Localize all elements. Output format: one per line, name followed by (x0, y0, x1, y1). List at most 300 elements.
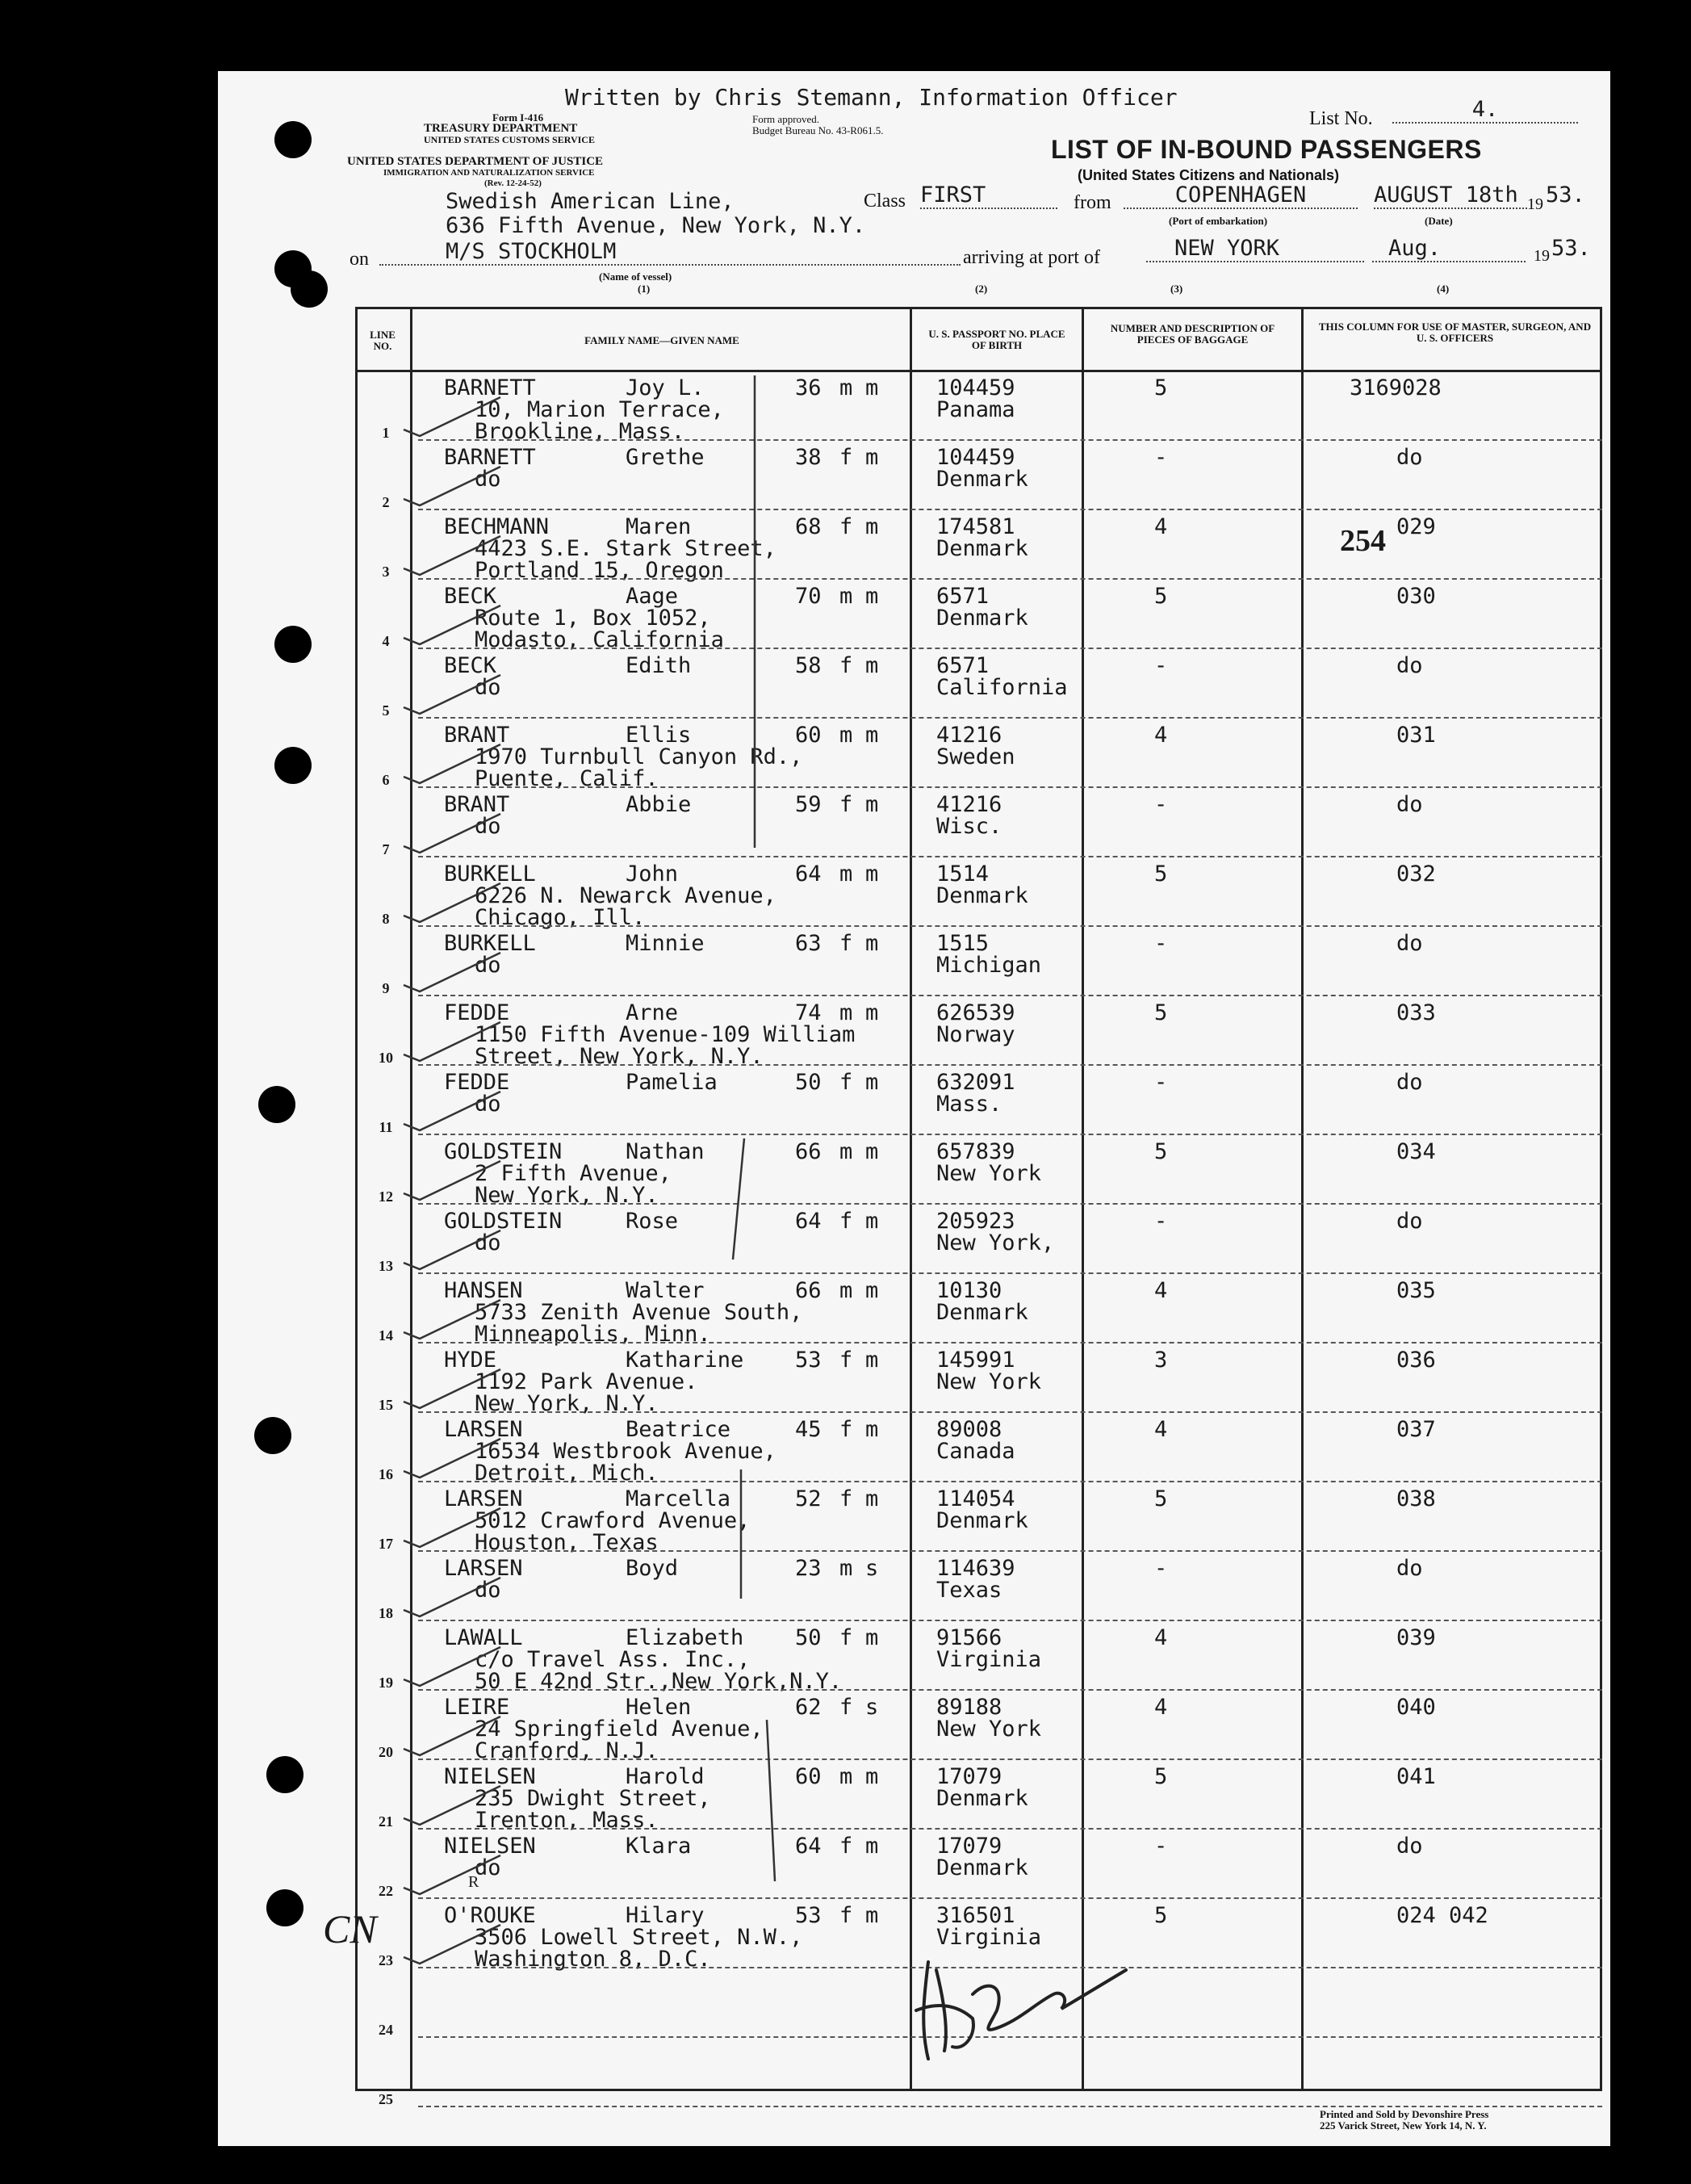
age: 58 (795, 653, 822, 678)
passport-number: 114639 (936, 1556, 1015, 1581)
sex: f (839, 1417, 853, 1442)
sex: f (839, 1625, 853, 1650)
address-line1: 235 Dwight Street, (475, 1786, 711, 1811)
sex: f (839, 1209, 853, 1234)
marital-status: m (865, 1834, 879, 1859)
passport-number: 6571 (936, 584, 990, 609)
given-name: Minnie (626, 931, 705, 956)
age: 64 (795, 861, 822, 887)
col-num-1: (1) (638, 283, 651, 295)
address-line1: 2 Fifth Avenue, (475, 1161, 672, 1186)
baggage-count: - (1154, 1834, 1168, 1859)
age: 70 (795, 584, 822, 609)
rev-date: (Rev. 12-24-52) (484, 178, 542, 188)
sex: m (839, 1556, 853, 1581)
company-line1: Swedish American Line, (446, 189, 735, 214)
baggage-count: 4 (1154, 514, 1168, 539)
sex: f (839, 1695, 853, 1720)
line-number: 8 (382, 911, 390, 927)
sex: f (839, 1348, 853, 1373)
col-header-baggage: NUMBER AND DESCRIPTION OF PIECES OF BAGGAGE (1110, 322, 1275, 346)
passport-number: 657839 (936, 1139, 1015, 1164)
line-number: 16 (379, 1466, 393, 1482)
address-line1: do (475, 814, 501, 839)
family-name: FEDDE (444, 1000, 510, 1025)
year-value: 53. (1546, 182, 1585, 208)
address-line1: do (475, 1578, 501, 1603)
baggage-count: 5 (1154, 1000, 1168, 1025)
given-name: Marcella (626, 1486, 731, 1511)
birthplace: Virginia (936, 1647, 1042, 1672)
pen-check-mark (404, 397, 500, 436)
page-subtitle: (United States Citizens and Nationals) (1078, 167, 1340, 183)
family-name: BRANT (444, 792, 510, 817)
baggage-count: 5 (1154, 1486, 1168, 1511)
age: 45 (795, 1417, 822, 1442)
birthplace: Denmark (936, 467, 1028, 492)
sex: m (839, 1764, 853, 1789)
marital-status: m (865, 861, 879, 887)
address-line1: 16534 Westbrook Avenue, (475, 1439, 776, 1464)
birthplace: Michigan (936, 953, 1042, 978)
passport-number: 316501 (936, 1903, 1015, 1928)
passport-number: 17079 (936, 1764, 1002, 1789)
marital-status: s (865, 1695, 879, 1720)
officer-notes: 040 (1396, 1695, 1436, 1720)
line-number: 13 (379, 1258, 393, 1274)
budget-bureau: Budget Bureau No. 43-R061.5. (752, 124, 884, 136)
pen-check-mark (404, 744, 500, 783)
marital-status: m (865, 1625, 879, 1650)
marital-status: m (865, 1764, 879, 1789)
age: 50 (795, 1625, 822, 1650)
family-name: O'ROUKE (444, 1903, 536, 1928)
passport-number: 174581 (936, 514, 1015, 539)
sex: f (839, 445, 853, 470)
line-number: 12 (379, 1188, 393, 1205)
form-approved: Form approved. (752, 113, 820, 125)
given-name: Ellis (626, 723, 692, 748)
form-number: Form I-416 (492, 111, 544, 124)
age: 60 (795, 1764, 822, 1789)
given-name: Boyd (626, 1556, 679, 1581)
line-number: 14 (379, 1327, 393, 1344)
age: 23 (795, 1556, 822, 1581)
line-number: 9 (382, 980, 390, 996)
marital-status: m (865, 1209, 879, 1234)
given-name: Pamelia (626, 1070, 718, 1095)
age: 66 (795, 1278, 822, 1303)
given-name: Harold (626, 1764, 705, 1789)
passport-number: 114054 (936, 1486, 1015, 1511)
baggage-count: - (1154, 445, 1168, 470)
marital-status: m (865, 1139, 879, 1164)
baggage-count: 3 (1154, 1348, 1168, 1373)
pen-check-mark (404, 1022, 500, 1061)
pen-check-mark (404, 1925, 500, 1964)
birthplace: Panama (936, 397, 1015, 422)
year-prefix: 19 (1527, 195, 1543, 213)
address-line1: 5012 Crawford Avenue, (475, 1508, 751, 1533)
address-line2: Washington 8, D.C. (475, 1947, 711, 1972)
birthplace: California (936, 675, 1068, 700)
line-number: 18 (379, 1605, 393, 1621)
pen-check-mark (404, 467, 500, 505)
sex: m (839, 1278, 853, 1303)
typed-heading: Written by Chris Stemann, Information Officer (565, 84, 1178, 111)
family-name: BURKELL (444, 861, 536, 887)
customs-service: UNITED STATES CUSTOMS SERVICE (424, 134, 595, 145)
address-line1: do (475, 467, 501, 492)
officer-notes: do (1396, 1070, 1423, 1095)
baggage-count: 4 (1154, 1695, 1168, 1720)
company-line2: 636 Fifth Avenue, New York, N.Y. (446, 213, 866, 238)
address-line1: 10, Marion Terrace, (475, 397, 724, 422)
col-header-officers: THIS COLUMN FOR USE OF MASTER, SURGEON, AND U. S. OFFICERS (1318, 321, 1592, 344)
from-value: COPENHAGEN (1124, 182, 1358, 209)
passport-number: 1514 (936, 861, 990, 887)
class-label: Class (864, 191, 906, 212)
class-value: FIRST (920, 182, 1057, 209)
col-num-4: (4) (1437, 283, 1450, 295)
line-number: 20 (379, 1744, 393, 1760)
age: 53 (795, 1348, 822, 1373)
line-number: 21 (379, 1813, 393, 1830)
passport-number: 104459 (936, 445, 1015, 470)
family-name: LAWALL (444, 1625, 523, 1650)
address-line1: do (475, 1855, 501, 1880)
address-line1: do (475, 953, 501, 978)
baggage-count: - (1154, 653, 1168, 678)
line-number: 5 (382, 702, 390, 719)
pen-check-mark (404, 953, 500, 991)
family-name: BARNETT (444, 445, 536, 470)
list-no-value: 4. (1392, 97, 1578, 124)
address-line2: Street, New York, N.Y. (475, 1044, 764, 1069)
given-name: Katharine (626, 1348, 744, 1373)
address-line2: Cranford, N.J. (475, 1738, 659, 1763)
pen-check-mark (404, 1508, 500, 1547)
passport-number: 6571 (936, 653, 990, 678)
marital-status: m (865, 1903, 879, 1928)
baggage-count: 4 (1154, 723, 1168, 748)
baggage-count: 5 (1154, 1903, 1168, 1928)
age: 68 (795, 514, 822, 539)
line-number: 11 (379, 1119, 393, 1135)
line-number: 23 (379, 1952, 393, 1968)
age: 38 (795, 445, 822, 470)
family-name: GOLDSTEIN (444, 1209, 563, 1234)
line-number: 15 (379, 1397, 393, 1413)
sex: f (839, 1903, 853, 1928)
given-name: Maren (626, 514, 692, 539)
passport-number: 205923 (936, 1209, 1015, 1234)
birthplace: Denmark (936, 1508, 1028, 1533)
birthplace: New York (936, 1717, 1042, 1742)
officer-notes: 038 (1396, 1486, 1436, 1511)
line-number: 6 (382, 772, 390, 788)
given-name: John (626, 861, 679, 887)
birthplace: Wisc. (936, 814, 1002, 839)
marital-status: m (865, 375, 879, 400)
family-name: HANSEN (444, 1278, 523, 1303)
line-number: 24 (379, 2022, 393, 2038)
col-num-3: (3) (1170, 283, 1183, 295)
age: 63 (795, 931, 822, 956)
age: 62 (795, 1695, 822, 1720)
line-number: 1 (382, 425, 390, 441)
stamp-254: 254 (1340, 524, 1386, 558)
baggage-count: - (1154, 931, 1168, 956)
address-line1: do (475, 1092, 501, 1117)
line-number: 2 (382, 494, 390, 510)
pen-check-mark (404, 1300, 500, 1339)
pen-check-mark (404, 1855, 500, 1894)
passport-number: 145991 (936, 1348, 1015, 1373)
officer-notes: 037 (1396, 1417, 1436, 1442)
officer-notes: 3169028 (1350, 375, 1442, 400)
address-line2: Houston, Texas (475, 1530, 659, 1555)
arrival-year: 53. (1551, 236, 1591, 261)
marital-status: m (865, 723, 879, 748)
officer-notes: 036 (1396, 1348, 1436, 1373)
pen-check-mark (404, 1439, 500, 1478)
passport-number: 17079 (936, 1834, 1002, 1859)
address-line1: 4423 S.E. Stark Street, (475, 536, 776, 561)
family-name: BECK (444, 584, 497, 609)
baggage-count: 4 (1154, 1417, 1168, 1442)
address-line2: 50 E 42nd Str.,New York,N.Y. (475, 1669, 843, 1694)
sex: m (839, 1000, 853, 1025)
passport-number: 41216 (936, 792, 1002, 817)
age: 50 (795, 1070, 822, 1095)
pen-stroke (767, 1720, 775, 1881)
given-name: Abbie (626, 792, 692, 817)
given-name: Beatrice (626, 1417, 731, 1442)
age: 36 (795, 375, 822, 400)
baggage-count: 5 (1154, 375, 1168, 400)
sex: m (839, 723, 853, 748)
address-line2: Brookline, Mass. (475, 419, 685, 444)
given-name: Hilary (626, 1903, 705, 1928)
age: 64 (795, 1209, 822, 1234)
pen-check-mark (404, 1786, 500, 1825)
officer-notes: 031 (1396, 723, 1436, 748)
birthplace: Denmark (936, 883, 1028, 908)
address-line1: do (475, 1230, 501, 1255)
family-name: GOLDSTEIN (444, 1139, 563, 1164)
officer-notes: do (1396, 445, 1423, 470)
marital-status: m (865, 514, 879, 539)
arrival-port: NEW YORK (1146, 236, 1364, 262)
marital-status: m (865, 1278, 879, 1303)
address-line2: New York, N.Y. (475, 1391, 659, 1416)
age: 52 (795, 1486, 822, 1511)
baggage-count: 5 (1154, 1764, 1168, 1789)
line-number: 4 (382, 633, 390, 649)
arrival-year-prefix: 19 (1534, 247, 1550, 265)
address-line2: Detroit, Mich. (475, 1461, 659, 1486)
birthplace: Denmark (936, 1300, 1028, 1325)
date-caption: (Date) (1425, 215, 1453, 227)
col-num-2: (2) (975, 283, 988, 295)
passport-number: 91566 (936, 1625, 1002, 1650)
baggage-count: - (1154, 1556, 1168, 1581)
sex: m (839, 1139, 853, 1164)
birthplace: Denmark (936, 1855, 1028, 1880)
address-line1: 1970 Turnbull Canyon Rd., (475, 744, 803, 769)
baggage-count: 4 (1154, 1278, 1168, 1303)
line-number: 25 (379, 2091, 393, 2107)
address-line1: 1192 Park Avenue. (475, 1369, 698, 1394)
family-name: NIELSEN (444, 1834, 536, 1859)
marital-status: m (865, 1417, 879, 1442)
address-line1: Route 1, Box 1052, (475, 606, 711, 631)
birthplace: Texas (936, 1578, 1002, 1603)
baggage-count: 4 (1154, 1625, 1168, 1650)
passport-number: 41216 (936, 723, 1002, 748)
age: 59 (795, 792, 822, 817)
given-name: Elizabeth (626, 1625, 744, 1650)
family-name: LEIRE (444, 1695, 510, 1720)
officer-notes: do (1396, 1834, 1423, 1859)
given-name: Joy L. (626, 375, 705, 400)
immigration-service: IMMIGRATION AND NATURALIZATION SERVICE (383, 168, 595, 178)
age: 64 (795, 1834, 822, 1859)
line-number: 3 (382, 564, 390, 580)
pen-check-mark (404, 1578, 500, 1616)
address-line2: Modasto, California (475, 627, 724, 652)
officer-notes: 039 (1396, 1625, 1436, 1650)
address-line2: Chicago, Ill. (475, 905, 646, 930)
from-label: from (1074, 192, 1111, 213)
birthplace: New York (936, 1369, 1042, 1394)
given-name: Arne (626, 1000, 679, 1025)
printer-line1: Printed and Sold by Devonshire Press (1320, 2108, 1489, 2120)
birthplace: Canada (936, 1439, 1015, 1464)
given-name: Helen (626, 1695, 692, 1720)
sex: f (839, 792, 853, 817)
passport-number: 89188 (936, 1695, 1002, 1720)
baggage-count: 5 (1154, 861, 1168, 887)
baggage-count: - (1154, 792, 1168, 817)
birthplace: Denmark (936, 536, 1028, 561)
sex: m (839, 584, 853, 609)
marital-status: m (865, 792, 879, 817)
marital-status: m (865, 1070, 879, 1095)
line-number: 10 (379, 1050, 393, 1066)
pen-check-mark (404, 1161, 500, 1200)
pen-check-mark (404, 883, 500, 922)
col-header-name: FAMILY NAME—GIVEN NAME (584, 334, 739, 346)
pen-check-mark (404, 606, 500, 644)
family-name: LARSEN (444, 1556, 523, 1581)
treasury-dept: TREASURY DEPARTMENT (424, 122, 578, 135)
birthplace: Mass. (936, 1092, 1002, 1117)
pen-check-mark (404, 1647, 500, 1686)
officer-notes: do (1396, 1209, 1423, 1234)
printer-line2: 225 Varick Street, New York 14, N. Y. (1320, 2119, 1487, 2132)
address-line1: 5733 Zenith Avenue South, (475, 1300, 803, 1325)
age: 66 (795, 1139, 822, 1164)
age: 60 (795, 723, 822, 748)
sex: f (839, 1486, 853, 1511)
family-name: BRANT (444, 723, 510, 748)
pen-check-mark (404, 1230, 500, 1269)
line-number: 19 (379, 1675, 393, 1691)
family-name: NIELSEN (444, 1764, 536, 1789)
pen-stroke (733, 1138, 744, 1260)
line-number: 7 (382, 841, 390, 857)
page-title: LIST OF IN-BOUND PASSENGERS (1051, 135, 1482, 164)
baggage-count: 5 (1154, 1139, 1168, 1164)
birthplace: New York, (936, 1230, 1055, 1255)
family-name: LARSEN (444, 1417, 523, 1442)
sex: m (839, 375, 853, 400)
on-label: on (350, 249, 369, 270)
age: 53 (795, 1903, 822, 1928)
col-header-line: LINE NO. (370, 329, 396, 352)
baggage-count: 5 (1154, 584, 1168, 609)
family-name: LARSEN (444, 1486, 523, 1511)
address-line1: 3506 Lowell Street, N.W., (475, 1925, 803, 1950)
passport-number: 89008 (936, 1417, 1002, 1442)
birthplace: Denmark (936, 606, 1028, 631)
officer-notes: 024 042 (1396, 1903, 1488, 1928)
date-value: AUGUST 18th (1374, 182, 1527, 209)
col-header-passport: U. S. PASSPORT NO. PLACE OF BIRTH (928, 328, 1065, 351)
sex: f (839, 514, 853, 539)
vessel-caption: (Name of vessel) (599, 270, 672, 283)
sex: f (839, 1070, 853, 1095)
given-name: Nathan (626, 1139, 705, 1164)
pen-check-mark (404, 1717, 500, 1755)
officer-notes: do (1396, 653, 1423, 678)
birthplace: Denmark (936, 1786, 1028, 1811)
officer-notes: 029 (1396, 514, 1436, 539)
address-line1: c/o Travel Ass. Inc., (475, 1647, 751, 1672)
passport-number: 10130 (936, 1278, 1002, 1303)
sex: f (839, 1834, 853, 1859)
address-line1: 6226 N. Newarck Avenue, (475, 883, 776, 908)
given-name: Rose (626, 1209, 679, 1234)
pen-check-mark (404, 1092, 500, 1130)
marital-status: m (865, 584, 879, 609)
passport-number: 1515 (936, 931, 990, 956)
line-number: 17 (379, 1536, 393, 1552)
address-line2: Puente, Calif. (475, 766, 659, 791)
officer-notes: 030 (1396, 584, 1436, 609)
age: 74 (795, 1000, 822, 1025)
birthplace: Virginia (936, 1925, 1042, 1950)
birthplace: New York (936, 1161, 1042, 1186)
pen-check-mark (404, 1369, 500, 1408)
address-line1: 1150 Fifth Avenue-109 William (475, 1022, 856, 1047)
family-name: FEDDE (444, 1070, 510, 1095)
given-name: Edith (626, 653, 692, 678)
address-line2: Portland 15, Oregon (475, 558, 724, 583)
pen-check-mark (404, 814, 500, 853)
family-name: HYDE (444, 1348, 497, 1373)
address-line2: Irenton, Mass. (475, 1808, 659, 1833)
baggage-count: - (1154, 1209, 1168, 1234)
officer-notes: do (1396, 1556, 1423, 1581)
sex: f (839, 931, 853, 956)
line-number: 22 (379, 1883, 393, 1899)
marital-status: m (865, 931, 879, 956)
given-name: Walter (626, 1278, 705, 1303)
address-line2: Minneapolis, Minn. (475, 1322, 711, 1347)
